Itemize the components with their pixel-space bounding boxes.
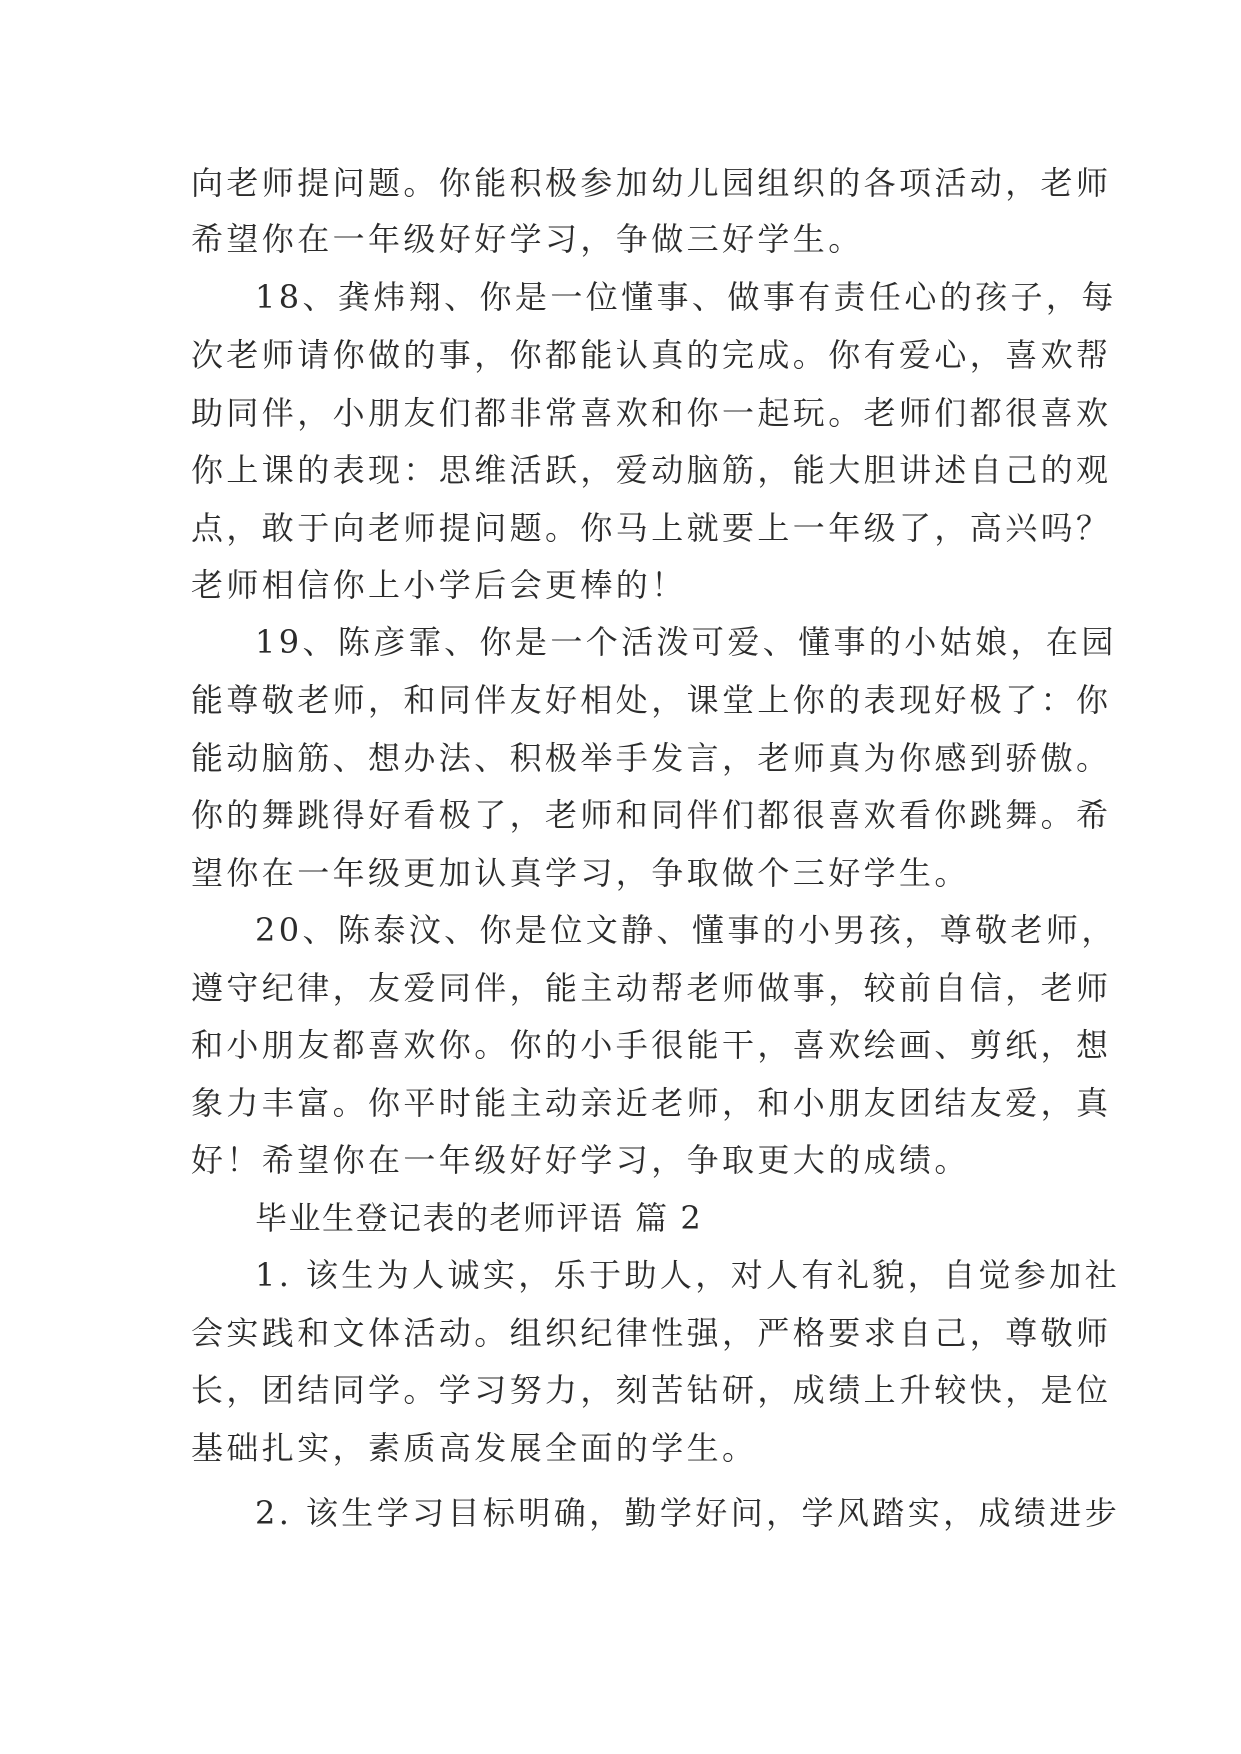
text-line: 象力丰富。你平时能主动亲近老师，和小朋友团结友爱，真: [191, 1084, 1112, 1122]
text-line: 望你在一年级更加认真学习，争取做个三好学生。: [191, 854, 970, 892]
paragraph-start-line: 1. 该生为人诚实，乐于助人，对人有礼貌，自觉参加社: [255, 1256, 1121, 1294]
text-line: 能动脑筋、想办法、积极举手发言，老师真为你感到骄傲。: [191, 739, 1112, 777]
text-line: 老师相信你上小学后会更棒的！: [191, 566, 687, 604]
text-line: 遵守纪律，友爱同伴，能主动帮老师做事，较前自信，老师: [191, 969, 1112, 1007]
text-line: 好！希望你在一年级好好学习，争取更大的成绩。: [191, 1141, 970, 1179]
text-line: 向老师提问题。你能积极参加幼儿园组织的各项活动，老师: [191, 164, 1112, 202]
text-line: 你的舞跳得好看极了，老师和同伴们都很喜欢看你跳舞。希: [191, 796, 1112, 834]
text-line: 希望你在一年级好好学习，争做三好学生。: [191, 220, 864, 258]
text-line: 基础扎实，素质高发展全面的学生。: [191, 1429, 758, 1467]
text-line: 点，敢于向老师提问题。你马上就要上一年级了，高兴吗？: [191, 509, 1112, 547]
paragraph-start-line: 19、陈彦霏、你是一个活泼可爱、懂事的小姑娘，在园: [255, 623, 1117, 661]
text-line: 和小朋友都喜欢你。你的小手很能干，喜欢绘画、剪纸，想: [191, 1026, 1112, 1064]
paragraph-start-line: 20、陈泰汶、你是位文静、懂事的小男孩，尊敬老师，: [255, 911, 1117, 949]
text-line: 长，团结同学。学习努力，刻苦钻研，成绩上升较快，是位: [191, 1371, 1112, 1409]
text-line: 会实践和文体活动。组织纪律性强，严格要求自己，尊敬师: [191, 1314, 1112, 1352]
paragraph-start-line: 18、龚炜翔、你是一位懂事、做事有责任心的孩子，每: [255, 278, 1117, 316]
text-line: 能尊敬老师，和同伴友好相处，课堂上你的表现好极了：你: [191, 681, 1112, 719]
text-line: 助同伴，小朋友们都非常喜欢和你一起玩。老师们都很喜欢: [191, 394, 1112, 432]
text-line: 次老师请你做的事，你都能认真的完成。你有爱心，喜欢帮: [191, 336, 1112, 374]
text-line: 你上课的表现：思维活跃，爱动脑筋，能大胆讲述自己的观: [191, 451, 1112, 489]
section-heading: 毕业生登记表的老师评语 篇 2: [255, 1199, 703, 1237]
paragraph-start-line: 2. 该生学习目标明确，勤学好问，学风踏实，成绩进步: [255, 1494, 1121, 1532]
